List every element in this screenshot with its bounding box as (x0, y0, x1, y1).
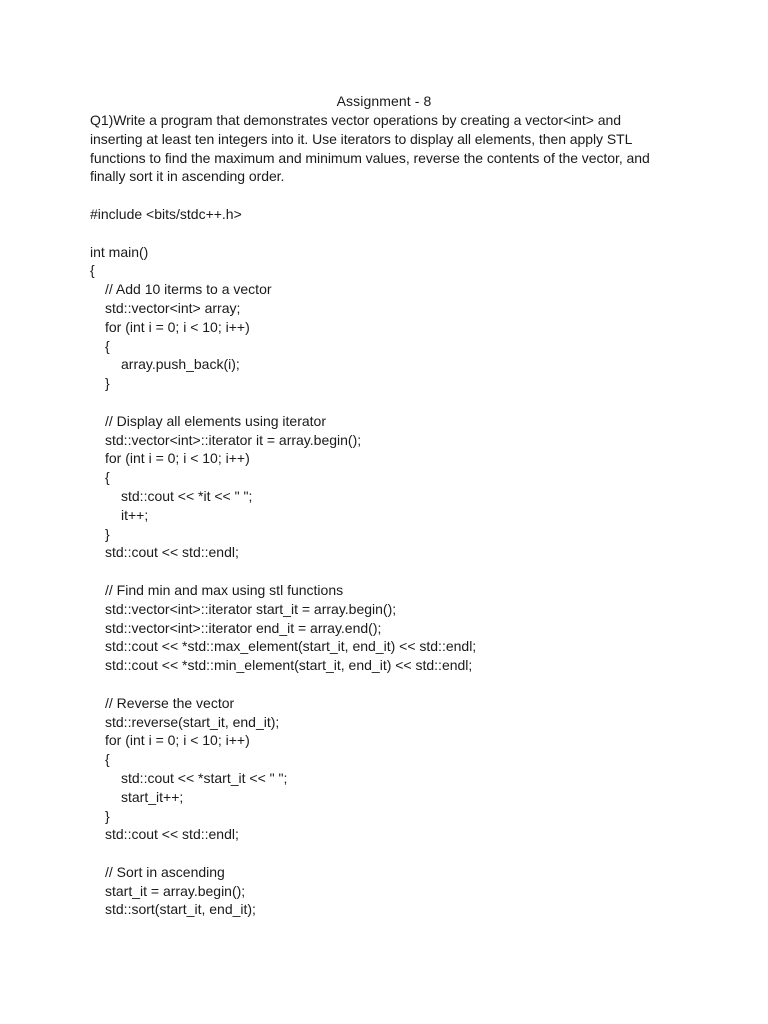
code-line (90, 675, 710, 694)
code-line: #include <bits/stdc++.h> (90, 206, 242, 222)
code-line: std::vector<int>::iterator end_it = array.end(); (105, 619, 382, 636)
code-line (90, 844, 710, 863)
code-line: array.push_back(i); (121, 356, 240, 373)
code-line: std::sort(start_it, end_it); (105, 901, 256, 918)
code-line: { (105, 337, 110, 354)
code-line: for (int i = 0; i < 10; i++) (105, 318, 250, 335)
code-line: } (105, 525, 110, 542)
code-line: std::cout << *it << " "; (121, 487, 253, 504)
code-line: start_it++; (121, 788, 184, 805)
code-line: int main() (90, 243, 149, 260)
code-line: std::vector<int>::iterator start_it = array.begin(); (105, 600, 397, 617)
code-line: std::reverse(start_it, end_it); (105, 713, 280, 730)
code-line: std::vector<int>::iterator it = array.begin(); (105, 431, 362, 448)
code-line: // Add 10 iterms to a vector (105, 281, 272, 298)
code-line (90, 562, 710, 581)
code-line: std::cout << *std::min_element(start_it, end_it) << std::endl; (105, 657, 473, 674)
code-line: // Find min and max using stl functions (105, 581, 344, 598)
code-line: it++; (121, 506, 149, 523)
code-line: } (105, 375, 110, 392)
code-line: std::cout << *start_it << " "; (121, 769, 288, 786)
code-line: { (105, 469, 110, 486)
code-line: std::cout << *std::max_element(start_it, end_it) << std::endl; (105, 638, 477, 655)
code-line: std::cout << std::endl; (105, 826, 239, 843)
code-line: { (105, 751, 110, 768)
question-text: Q1)Write a program that demonstrates vector operations by creating a vector<int> and inserting at least ten integers into it. Use iterators to display all elements, then apply STL functions to find the maximum and minimum values, reverse the contents of the vector, and finally sort it in ascending order. (90, 112, 650, 185)
code-line: // Display all elements using iterator (105, 412, 326, 429)
code-line: std::vector<int> array; (105, 299, 241, 316)
code-line (90, 224, 710, 243)
code-line: std::cout << std::endl; (105, 544, 239, 561)
code-line: for (int i = 0; i < 10; i++) (105, 450, 250, 467)
code-line (90, 393, 710, 412)
code-line: start_it = array.begin(); (105, 882, 246, 899)
code-line: // Sort in ascending (105, 863, 225, 880)
code-block (90, 205, 710, 919)
code-line: { (90, 262, 95, 279)
code-line: // Reverse the vector (105, 694, 235, 711)
document-title: Assignment - 8 (336, 93, 432, 109)
code-line: for (int i = 0; i < 10; i++) (105, 732, 250, 749)
code-line: } (105, 807, 110, 824)
